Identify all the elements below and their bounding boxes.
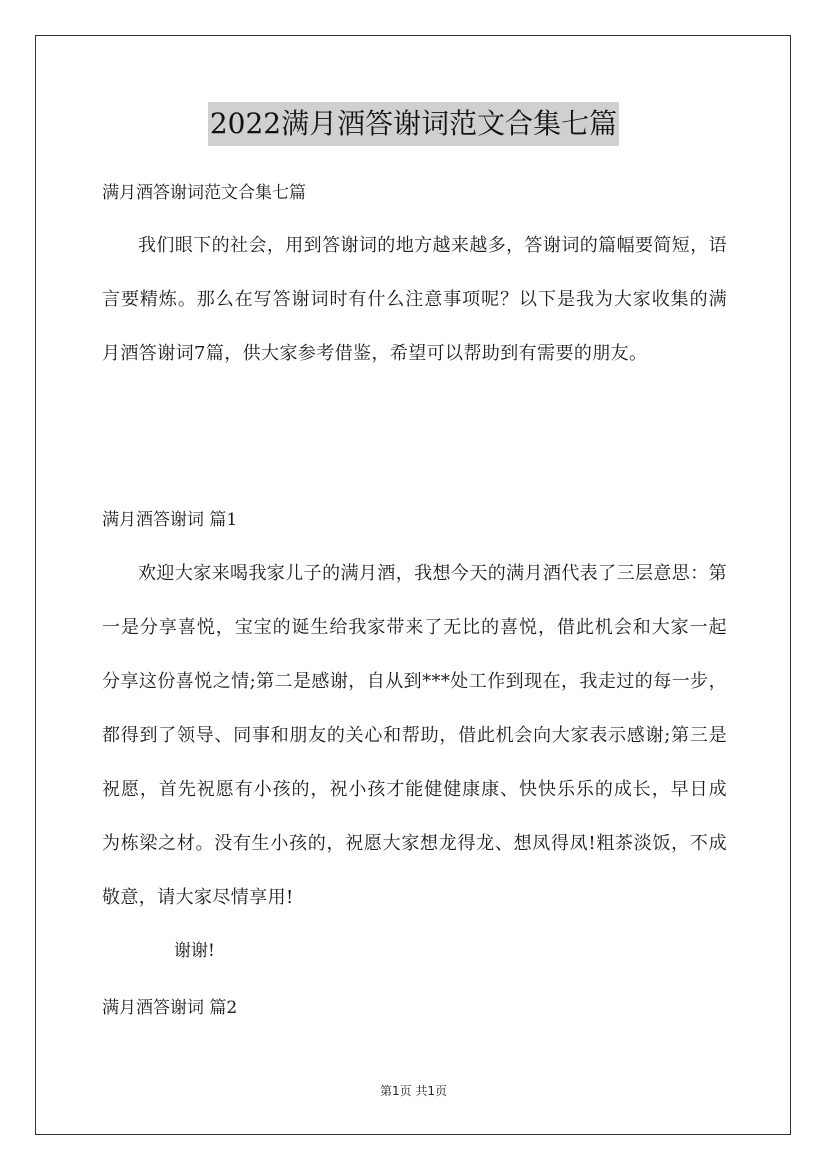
section-1-heading: 满月酒答谢词 篇1 <box>102 510 238 530</box>
section-1-paragraph: 欢迎大家来喝我家儿子的满月酒，我想今天的满月酒代表了三层意思：第一是分享喜悦，宝宝的诞生给我家带来了无比的喜悦，借此机会和大家一起分享这份喜悦之情;第二是感谢，自从到***处工作到现在，我走过的每一步，都得到了领导、同事和朋友的关心和帮助，借此机会向大家表示感谢;第三是祝愿，首先祝愿有小孩的，祝小孩才能健健康康、快快乐乐的成长，早日成为栋梁之材。没有生小孩的，祝愿大家想龙得龙、想凤得凤!粗茶淡饭，不成敬意，请大家尽情享用! <box>102 563 727 908</box>
document-subtitle: 满月酒答谢词范文合集七篇 <box>102 183 306 203</box>
document-title <box>0 102 827 146</box>
page-footer: 第1页 共1页 <box>379 1084 448 1098</box>
section-1-thanks: 谢谢! <box>174 941 215 961</box>
intro-paragraph: 我们眼下的社会，用到答谢词的地方越来越多，答谢词的篇幅要简短，语言要精炼。那么在写答谢词时有什么注意事项呢？以下是我为大家收集的满月酒答谢词7篇，供大家参考借鉴，希望可以帮助到有需要的朋友。 <box>102 235 727 364</box>
document-title-text: 2022满月酒答谢词范文合集七篇 <box>208 102 619 146</box>
section-2-heading: 满月酒答谢词 篇2 <box>102 998 238 1018</box>
